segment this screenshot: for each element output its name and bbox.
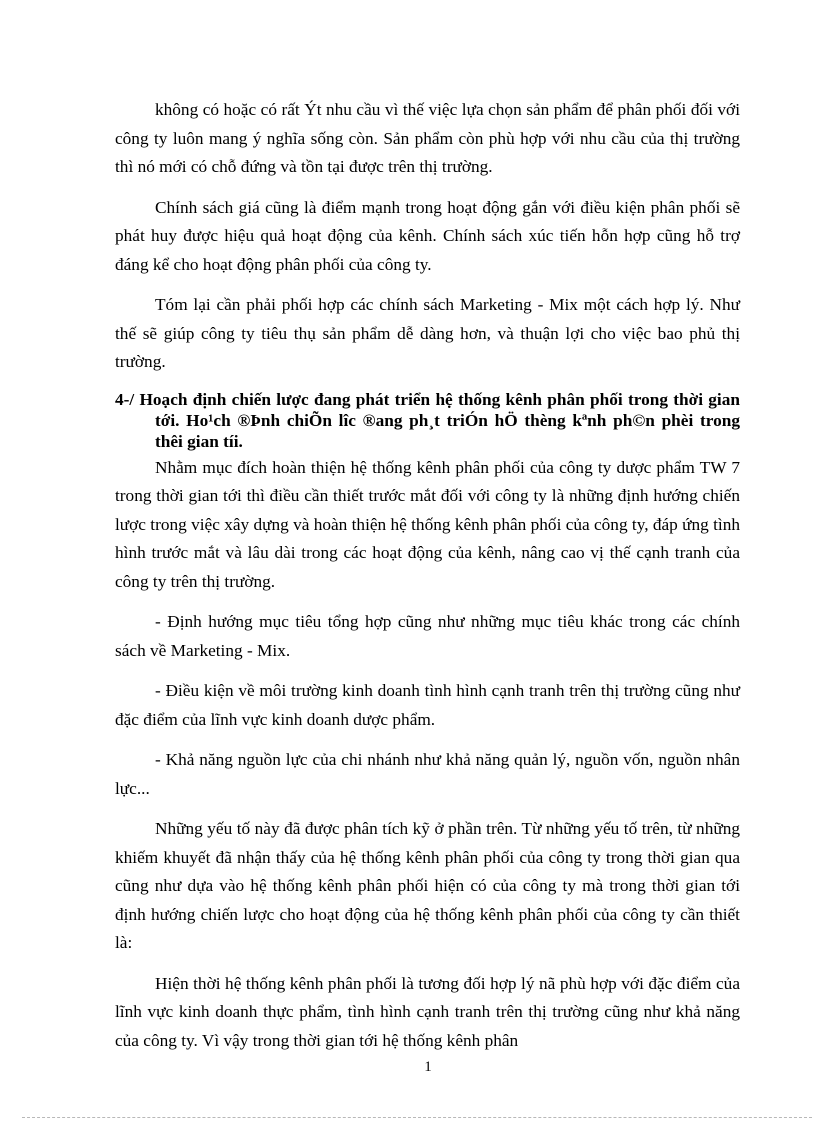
paragraph: không có hoặc có rất Ýt nhu cầu vì thế việc lựa chọn sản phẩm để phân phối đối với công ty luôn mang ý nghĩa sống còn. Sản phẩm còn phù hợp với nhu cầu của thị trường thì nó mới có chỗ đứng và tồn tại được trên thị trường. [115, 100, 740, 176]
bullet-paragraph: - Điều kiện về môi trường kinh doanh tình hình cạnh tranh trên thị trường cũng như đặc điểm của lĩnh vực kinh doanh dược phẩm. [115, 681, 740, 729]
page-body [115, 96, 740, 1067]
bullet-paragraph: - Khả năng nguồn lực của chi nhánh như khả năng quản lý, nguồn vốn, nguồn nhân lực... [115, 750, 740, 798]
paragraph: Nhằm mục đích hoàn thiện hệ thống kênh phân phối của công ty dược phẩm TW 7 trong thời gian tới thì điều cần thiết trước mắt đối với công ty là những định hướng chiến lược trong việc xây dựng và hoàn thiện hệ thống kênh phân phối của công ty, đáp ứng tình hình trước mắt và lâu dài trong các hoạt động của kênh, nâng cao vị thế cạnh tranh của công ty trên thị trường. [115, 457, 740, 591]
page-bottom-border [22, 1117, 812, 1118]
paragraph: Tóm lại cần phải phối hợp các chính sách Marketing - Mix một cách hợp lý. Như thế sẽ giúp công ty tiêu thụ sản phẩm dễ dàng hơn, và thuận lợi cho việc bao phủ thị trường. [115, 295, 740, 371]
page-number: 1 [424, 1059, 432, 1075]
paragraph: Những yếu tố này đã được phân tích kỹ ở phần trên. Từ những yếu tố trên, từ những khiếm khuyết đã nhận thấy của hệ thống kênh phân phối của công ty trong thời gian qua cũng như dựa vào hệ thống kênh phân phối hiện có của công ty mà trong thời gian tới định hướng chiến lược cho hoạt động của hệ thống kênh phân phối của công ty cần thiết là: [115, 819, 740, 952]
paragraph: Hiện thời hệ thống kênh phân phối là tương đối hợp lý nã phù hợp với đặc điểm của lĩnh vực kinh doanh thực phẩm, tình hình cạnh tranh trên thị trường cũng như khả năng của công ty. Vì vậy trong thời gian tới hệ thống kênh phân [115, 973, 740, 1050]
paragraph: Chính sách giá cũng là điểm mạnh trong hoạt động gắn với điều kiện phân phối sẽ phát huy được hiệu quả hoạt động của kênh. Chính sách xúc tiến hỗn hợp cũng hỗ trợ đáng kể cho hoạt động phân phối của công ty. [115, 197, 740, 274]
section-heading: 4-/ Hoạch định chiến lược đang phát triển hệ thống kênh phân phối trong thời gian tới. Ho¹ch ®Þnh chiÕn lîc ®ang ph¸t triÓn hÖ thèng kªnh ph©n phèi trong thêi gian tíi. [115, 389, 740, 451]
bullet-paragraph: - Định hướng mục tiêu tổng hợp cũng như những mục tiêu khác trong các chính sách về Marketing - Mix. [115, 612, 740, 660]
